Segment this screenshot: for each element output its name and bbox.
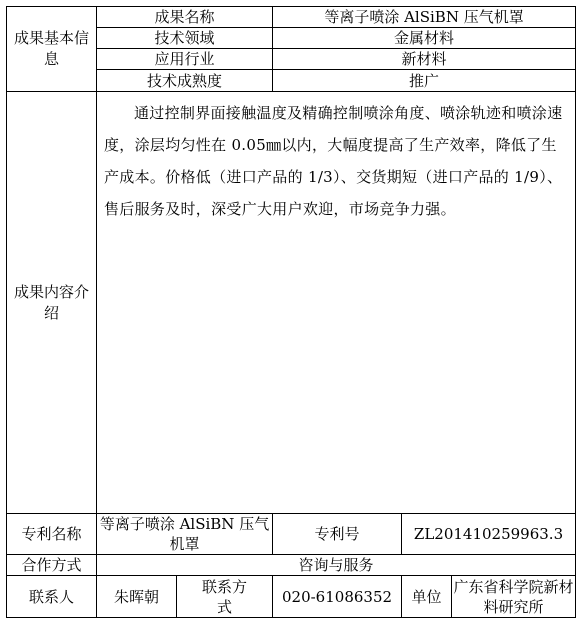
content-label: 成果内容介绍 (7, 92, 97, 514)
contact-method-label: 联系方式 (177, 576, 273, 618)
achievement-name-value: 等离子喷涂 AlSiBN 压气机罩 (273, 7, 576, 28)
maturity-value: 推广 (273, 70, 576, 92)
patent-number-value: ZL201410259963.3 (402, 514, 576, 555)
info-table (6, 6, 576, 618)
contact-method-value: 020-61086352 (273, 576, 402, 618)
industry-value: 新材料 (273, 49, 576, 70)
content-text: 通过控制界面接触温度及精确控制喷涂角度、喷涂轨迹和喷涂速度，涂层均匀性在 0.05㎜以内，大幅度提高了生产效率，降低了生产成本。价格低（进口产品的 1/3）、交货期短（进口产品的 1/9）、售后服务及时，深受广大用户欢迎，市场竞争力强。 (97, 92, 576, 514)
contact-person-label: 联系人 (7, 576, 97, 618)
achievement-form (6, 6, 575, 617)
patent-number-label: 专利号 (273, 514, 402, 555)
achievement-name-label: 成果名称 (97, 7, 273, 28)
unit-value: 广东省科学院新材料研究所 (453, 577, 574, 616)
cooperation-value: 咨询与服务 (97, 555, 576, 576)
patent-name-label: 专利名称 (7, 514, 97, 555)
row-cooperation (7, 555, 576, 576)
row-achievement-name (7, 7, 576, 28)
unit-label: 单位 (402, 576, 452, 618)
basic-info-label: 成果基本信息 (7, 7, 97, 92)
tech-field-value: 金属材料 (273, 28, 576, 49)
maturity-label: 技术成熟度 (97, 70, 273, 92)
row-contact (7, 576, 576, 618)
patent-name-value: 等离子喷涂 AlSiBN 压气机罩 (97, 514, 273, 555)
contact-person-value: 朱晖朝 (97, 576, 177, 618)
industry-label: 应用行业 (97, 49, 273, 70)
row-patent (7, 514, 576, 555)
cooperation-label: 合作方式 (7, 555, 97, 576)
tech-field-label: 技术领域 (97, 28, 273, 49)
row-content (7, 92, 576, 514)
